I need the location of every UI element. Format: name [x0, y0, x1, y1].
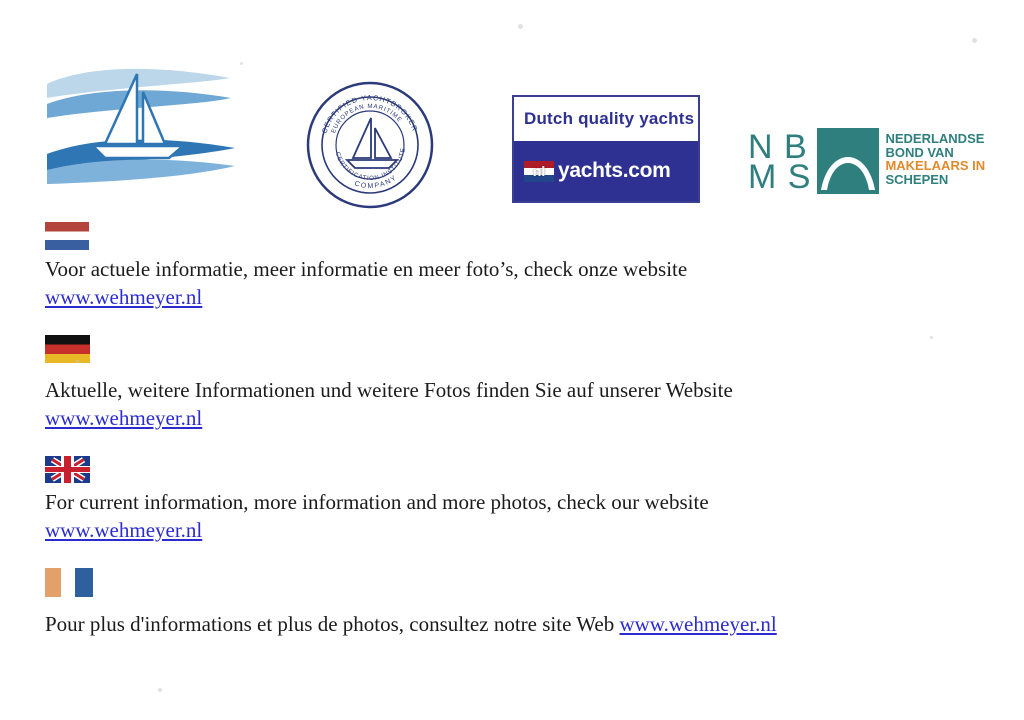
dutch-quality-yachts-logo [512, 95, 700, 203]
nbms-letters [748, 128, 812, 196]
german-flag-icon [45, 335, 90, 363]
language-text-nl [45, 255, 1005, 311]
nbms-logo [748, 128, 998, 208]
svg-text:CERTIFIED YACHTBROKER: CERTIFIED YACHTBROKER [319, 92, 420, 135]
nbms-text-line2: BOND VAN [885, 144, 954, 160]
svg-text:EUROPEAN MARITIME: EUROPEAN MARITIME [330, 102, 404, 135]
nbms-wordmark [885, 128, 985, 186]
de-sentence: Aktuelle, weitere Informationen und weitere Fotos finden Sie auf unserer Website [45, 378, 733, 402]
nbms-letters-line2: M S [748, 158, 812, 196]
sailboat-waves-logo [45, 58, 240, 186]
svg-text:COMPANY: COMPANY [353, 174, 399, 191]
dqy-url: yachts.com [558, 159, 671, 182]
website-link-en[interactable]: www.wehmeyer.nl [45, 518, 203, 542]
language-text-fr [45, 610, 1005, 638]
en-sentence: For current information, more information and more photos, check our website [45, 490, 709, 514]
svg-text:CERTIFICATION INSTITUTE: CERTIFICATION INSTITUTE [333, 147, 407, 183]
dutch-flag-icon [45, 222, 89, 250]
nbms-arch-icon [817, 128, 879, 194]
language-blocks [45, 222, 1005, 646]
scan-speck [158, 688, 162, 692]
scan-speck [972, 38, 977, 43]
language-block-de [45, 335, 1005, 432]
certification-seal-logo [305, 80, 435, 210]
nbms-letters-line1: N B [748, 128, 808, 166]
nbms-text-line4: SCHEPEN [885, 171, 949, 187]
language-text-en [45, 488, 1005, 544]
language-text-de [45, 376, 1005, 432]
language-block-en [45, 456, 1005, 544]
scan-speck [240, 62, 243, 65]
scan-speck [76, 360, 79, 363]
nl-flag-label: nl [532, 163, 546, 179]
fr-sentence: Pour plus d'informations et plus de photos, consultez notre site Web [45, 612, 620, 636]
uk-flag-icon [45, 456, 90, 483]
french-flag-icon [45, 568, 93, 597]
language-block-nl [45, 222, 1005, 311]
scan-speck [930, 336, 933, 339]
nbms-text-line1: NEDERLANDSE [885, 131, 985, 146]
scan-speck [518, 24, 523, 29]
logo-row [0, 30, 1024, 195]
website-link-fr[interactable]: www.wehmeyer.nl [619, 612, 777, 636]
nl-sentence: Voor actuele informatie, meer informatie en meer foto’s, check onze website [45, 257, 688, 281]
dqy-headline: Dutch quality yachts [524, 109, 695, 128]
nl-flag-icon [524, 161, 554, 182]
website-link-nl[interactable]: www.wehmeyer.nl [45, 285, 203, 309]
website-link-de[interactable]: www.wehmeyer.nl [45, 406, 203, 430]
language-block-fr [45, 568, 1005, 638]
nbms-text-line3: MAKELAARS IN [885, 158, 986, 173]
